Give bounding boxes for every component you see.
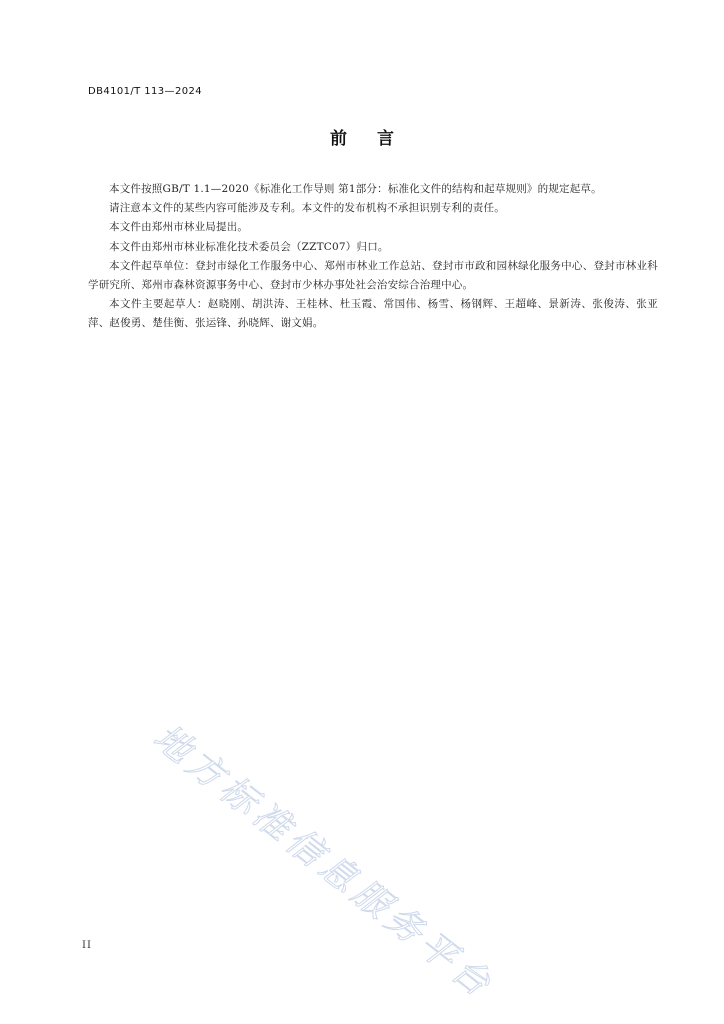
document-code: DB4101/T 113—2024 <box>88 86 203 97</box>
paragraph-committee: 本文件由郑州市林业标准化技术委员会（ZZTC07）归口。 <box>109 240 389 253</box>
watermark-text: 地方标准信息服务平台 <box>145 716 502 1008</box>
paragraph-proposer: 本文件由郑州市林业局提出。 <box>109 221 249 234</box>
paragraph-drafters: 本文件主要起草人：赵晓刚、胡洪涛、王桂林、杜玉霞、常国伟、杨雪、杨钢辉、王超峰、景新涛、张俊涛、张亚萍、赵俊勇、楚佳衡、张运锋、孙晓辉、谢文娟。 <box>88 298 658 330</box>
foreword-body <box>88 180 658 334</box>
page-title: 前言 <box>330 129 424 149</box>
page-number: II <box>82 940 92 951</box>
paragraph-drafting-rules: 本文件按照GB/T 1.1—2020《标准化工作导则 第1部分：标准化文件的结构和起草规则》的规定起草。 <box>109 183 602 195</box>
paragraph-drafting-units: 本文件起草单位：登封市绿化工作服务中心、郑州市林业工作总站、登封市市政和园林绿化服务中心、登封市林业科学研究所、郑州市森林资源事务中心、登封市少林办事处社会治安综合治理中心。 <box>88 259 658 292</box>
paragraph-patent-notice: 请注意本文件的某些内容可能涉及专利。本文件的发布机构不承担识别专利的责任。 <box>109 202 505 215</box>
